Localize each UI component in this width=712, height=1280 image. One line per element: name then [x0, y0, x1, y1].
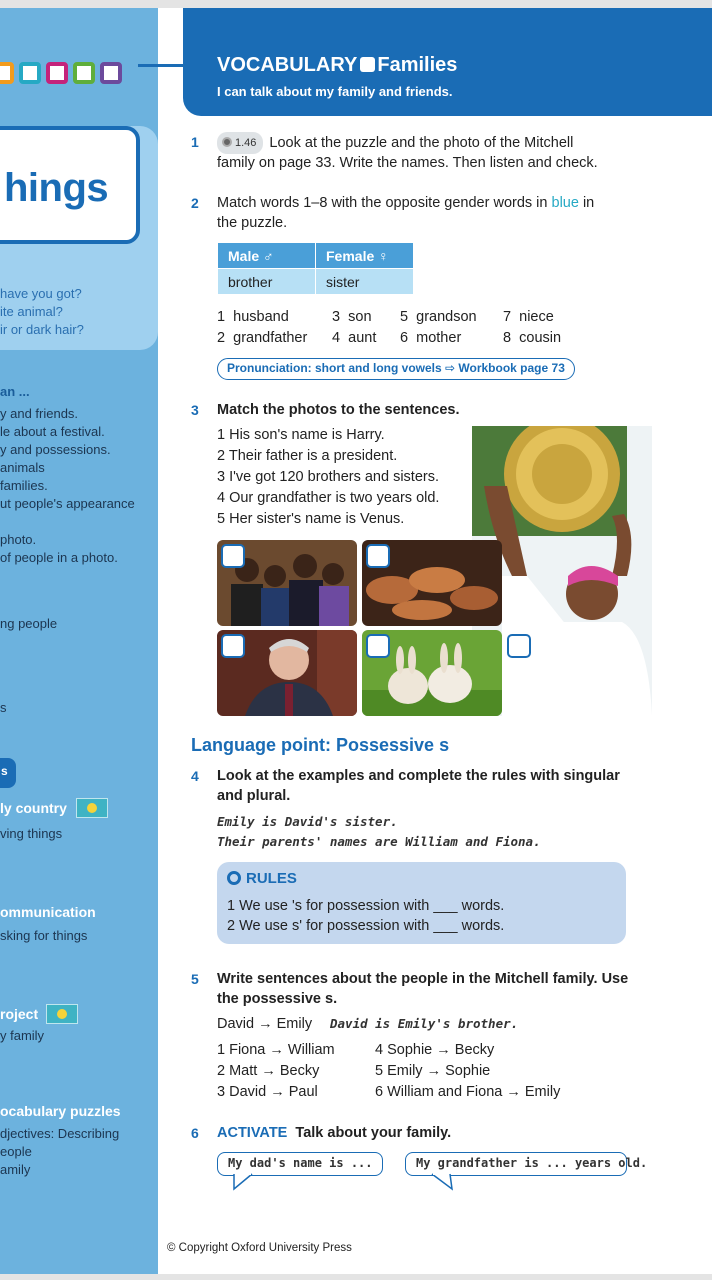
can-item: y and friends. — [0, 406, 79, 421]
lesson-header — [183, 8, 712, 116]
word-item — [400, 328, 461, 348]
audio-track-button[interactable] — [217, 132, 263, 154]
intro-question: ite animal? — [0, 304, 63, 319]
exercise-4-line-1: Look at the examples and complete the rules with singular — [217, 768, 620, 784]
can-item: ng people — [0, 616, 58, 631]
lesson-title-topic: Families — [377, 54, 458, 76]
exercise-1-text: Look at the puzzle and the photo of the Mitchell — [269, 135, 574, 151]
kazakhstan-flag-icon — [46, 1004, 78, 1024]
word: husband — [233, 309, 289, 325]
word-number: 8 — [503, 330, 512, 346]
contents-link-heading[interactable]: roject — [0, 1006, 39, 1022]
rules-title-text: RULES — [246, 870, 297, 887]
orange-square-icon — [0, 62, 14, 84]
magenta-square-icon — [46, 62, 68, 84]
sentence-item: 1 His son's name is Harry. — [217, 427, 385, 443]
answer-checkbox[interactable] — [366, 634, 390, 658]
answer-checkbox[interactable] — [221, 634, 245, 658]
rule-item: 2 We use s' for possession with ___ words. — [227, 918, 505, 934]
speech-bubble: My dad's name is ... — [217, 1152, 383, 1176]
word-item — [217, 307, 289, 327]
male-header: Male ♂ — [218, 243, 316, 269]
activate-label: ACTIVATE — [217, 1125, 288, 1141]
exercise-5-line-2: the possessive s. — [217, 991, 338, 1007]
intro-question: have you got? — [0, 286, 82, 301]
header-connector-line — [138, 64, 188, 67]
square-bullet-icon — [360, 57, 375, 72]
teal-square-icon — [19, 62, 41, 84]
contents-link-sub: y family — [0, 1028, 45, 1043]
exercise-6-text: Talk about your family. — [295, 1125, 452, 1141]
word: aunt — [348, 330, 377, 346]
exercise-number: 6 — [191, 1125, 199, 1141]
sentence-item: 3 I've got 120 brothers and sisters. — [217, 469, 440, 485]
sentence-item: 4 Our grandfather is two years old. — [217, 490, 440, 506]
pair-item: 6 William and Fiona → Emily — [375, 1084, 561, 1100]
can-item: animals — [0, 460, 45, 475]
answer-checkbox[interactable] — [221, 544, 245, 568]
can-item: of people in a photo. — [0, 550, 118, 565]
exercise-number: 3 — [191, 402, 199, 418]
speech-bubble: My grandfather is ... years old. — [405, 1152, 627, 1176]
answer-checkbox[interactable] — [366, 544, 390, 568]
pair-item: 2 Matt → Becky — [217, 1063, 320, 1079]
word-item — [332, 307, 372, 327]
word-number: 6 — [400, 330, 409, 346]
sentence-item: 5 Her sister's name is Venus. — [217, 511, 405, 527]
word-number: 5 — [400, 309, 409, 325]
top-edge — [0, 0, 712, 8]
word-number: 7 — [503, 309, 512, 325]
word-number: 1 — [217, 309, 226, 325]
kazakhstan-flag-icon — [76, 798, 108, 818]
can-item: y and possessions. — [0, 442, 111, 457]
bottom-edge — [0, 1274, 712, 1280]
contents-link-sub: ving things — [0, 826, 63, 841]
exercise-1-line-2: family on page 33. Write the names. Then listen and check. — [217, 155, 598, 171]
word-item — [217, 328, 307, 348]
contents-link-heading[interactable]: ly country — [0, 800, 67, 816]
lesson-objective: I can talk about my family and friends. — [217, 84, 453, 99]
green-square-icon — [73, 62, 95, 84]
male-cell: brother — [218, 269, 316, 295]
exercise-number: 2 — [191, 195, 199, 211]
bubble-tail-icon — [428, 1173, 458, 1191]
exercise-3-instruction: Match the photos to the sentences. — [217, 402, 460, 418]
word: cousin — [519, 330, 562, 346]
unit-title-box — [0, 126, 140, 244]
exercise-number: 4 — [191, 768, 199, 784]
lesson-title — [217, 54, 457, 77]
exercise-4-line-2: and plural. — [217, 788, 291, 804]
example-answer: David is Emily's brother. — [330, 1016, 519, 1031]
pair-item: 5 Emily → Sophie — [375, 1063, 491, 1079]
exercise-6-line — [217, 1123, 451, 1143]
can-item: photo. — [0, 532, 37, 547]
example-sentence: Their parents' names are William and Fiona. — [217, 834, 541, 849]
word-item — [332, 328, 376, 348]
blue-word: blue — [551, 195, 579, 211]
intro-question: ir or dark hair? — [0, 322, 84, 337]
word: son — [348, 309, 372, 325]
track-number: 1.46 — [235, 137, 257, 149]
can-item: s — [0, 700, 7, 715]
contents-link-sub: djectives: Describing — [0, 1126, 120, 1141]
word-number: 3 — [332, 309, 341, 325]
word-item — [400, 307, 477, 327]
exercise-number: 1 — [191, 134, 199, 150]
pair-item: 4 Sophie → Becky — [375, 1042, 495, 1058]
exercise-2-text: in — [578, 195, 595, 211]
contents-link-heading[interactable]: ommunication — [0, 904, 96, 920]
can-item: families. — [0, 478, 48, 493]
gender-table — [217, 242, 414, 295]
unit-color-squares — [0, 62, 122, 84]
purple-square-icon — [100, 62, 122, 84]
exercise-2-line-1 — [217, 193, 594, 213]
bubble-tail-icon — [230, 1173, 260, 1191]
exercise-1-line-1 — [217, 132, 573, 154]
word: niece — [519, 309, 554, 325]
can-item: le about a festival. — [0, 424, 105, 439]
language-point-title: Language point: Possessive s — [191, 735, 450, 755]
lesson-title-vocabulary: VOCABULARY — [217, 54, 358, 76]
rules-title — [227, 870, 297, 887]
word-item — [503, 307, 554, 327]
female-header: Female ♀ — [316, 243, 414, 269]
can-heading: an ... — [0, 384, 30, 399]
pair-item: 3 David → Paul — [217, 1084, 318, 1100]
pair-item: 1 Fiona → William — [217, 1042, 335, 1058]
copyright-notice: © Copyright Oxford University Press — [167, 1242, 352, 1254]
rule-item: 1 We use 's for possession with ___ words. — [227, 898, 505, 914]
contents-sidebar — [0, 8, 158, 1274]
contents-link-heading[interactable]: ocabulary puzzles — [0, 1103, 121, 1119]
exercise-2-text: Match words 1–8 with the opposite gender words in — [217, 195, 552, 211]
contents-link-sub: amily — [0, 1162, 31, 1177]
answer-checkbox[interactable] — [507, 634, 531, 658]
word: grandson — [416, 309, 477, 325]
contents-link-sub: sking for things — [0, 928, 88, 943]
exercise-2-line-2: the puzzle. — [217, 215, 288, 231]
female-cell: sister — [316, 269, 414, 295]
word: mother — [416, 330, 462, 346]
can-item: ut people's appearance — [0, 496, 135, 511]
pronunciation-link[interactable]: Pronunciation: short and long vowels ⇨ Workbook page 73 — [217, 358, 575, 380]
exercise-number: 5 — [191, 971, 199, 987]
word-number: 4 — [332, 330, 341, 346]
sentence-item: 2 Their father is a president. — [217, 448, 398, 464]
word: grandfather — [233, 330, 308, 346]
rules-box — [217, 862, 626, 944]
example-sentence: Emily is David's sister. — [217, 814, 398, 829]
ring-icon — [227, 871, 241, 885]
word-number: 2 — [217, 330, 226, 346]
contents-link-sub: eople — [0, 1144, 32, 1159]
example-pair: David → Emily — [217, 1016, 313, 1032]
unit-title: hings — [4, 166, 109, 210]
exercise-5-line-1: Write sentences about the people in the Mitchell family. Use — [217, 971, 629, 987]
section-badge: s — [0, 758, 16, 788]
cd-icon — [222, 137, 232, 147]
word-item — [503, 328, 561, 348]
